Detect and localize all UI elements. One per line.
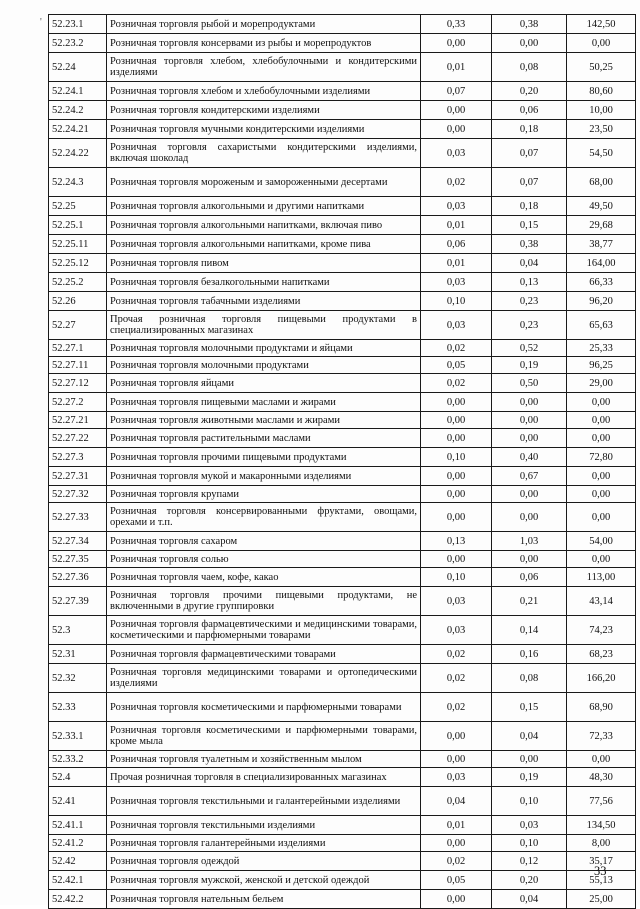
table-row (49, 722, 636, 751)
value-3-cell: 0,00 (567, 467, 636, 486)
value-1-cell: 0,03 (421, 197, 492, 216)
name-cell: Розничная торговля кондитерскими изделиями (107, 101, 421, 120)
table-row (49, 53, 636, 82)
name-cell: Прочая розничная торговля в специализированных магазинах (107, 768, 421, 787)
value-3-cell: 25,33 (567, 340, 636, 357)
value-1-cell: 0,00 (421, 467, 492, 486)
table-row (49, 768, 636, 787)
value-2-cell: 0,10 (492, 787, 567, 816)
value-3-cell: 25,00 (567, 890, 636, 909)
table-row (49, 448, 636, 467)
table-row (49, 852, 636, 871)
value-1-cell: 0,10 (421, 568, 492, 587)
value-2-cell: 0,52 (492, 340, 567, 357)
code-cell: 52.25.11 (49, 235, 107, 254)
value-2-cell: 0,40 (492, 448, 567, 467)
name-cell: Розничная торговля молочными продуктами (107, 357, 421, 374)
name-cell: Розничная торговля одеждой (107, 852, 421, 871)
name-cell: Розничная торговля консервами из рыбы и морепродуктов (107, 34, 421, 53)
margin-mark: ' (40, 17, 42, 28)
table-row (49, 645, 636, 664)
value-3-cell: 35,17 (567, 852, 636, 871)
value-2-cell: 0,19 (492, 357, 567, 374)
value-2-cell: 0,08 (492, 664, 567, 693)
value-1-cell: 0,00 (421, 551, 492, 568)
name-cell: Розничная торговля животными маслами и жирами (107, 412, 421, 429)
value-1-cell: 0,02 (421, 852, 492, 871)
value-3-cell: 96,20 (567, 292, 636, 311)
value-2-cell: 0,00 (492, 393, 567, 412)
value-3-cell: 0,00 (567, 503, 636, 532)
code-cell: 52.31 (49, 645, 107, 664)
value-1-cell: 0,07 (421, 82, 492, 101)
code-cell: 52.25.2 (49, 273, 107, 292)
value-1-cell: 0,01 (421, 53, 492, 82)
code-cell: 52.24.1 (49, 82, 107, 101)
code-cell: 52.27.31 (49, 467, 107, 486)
value-1-cell: 0,10 (421, 292, 492, 311)
value-3-cell: 65,63 (567, 311, 636, 340)
table-row (49, 254, 636, 273)
value-3-cell: 0,00 (567, 486, 636, 503)
code-cell: 52.41.2 (49, 835, 107, 852)
name-cell: Розничная торговля косметическими и парфюмерными товарами (107, 693, 421, 722)
value-1-cell: 0,03 (421, 768, 492, 787)
value-3-cell: 72,33 (567, 722, 636, 751)
value-3-cell: 49,50 (567, 197, 636, 216)
value-1-cell: 0,03 (421, 587, 492, 616)
value-2-cell: 0,00 (492, 34, 567, 53)
value-3-cell: 0,00 (567, 429, 636, 448)
name-cell: Розничная торговля нательным бельем (107, 890, 421, 909)
code-cell: 52.23.2 (49, 34, 107, 53)
value-3-cell: 68,90 (567, 693, 636, 722)
value-3-cell: 38,77 (567, 235, 636, 254)
name-cell: Розничная торговля медицинскими товарами и ортопедическими изделиями (107, 664, 421, 693)
name-cell: Розничная торговля алкогольными и другими напитками (107, 197, 421, 216)
name-cell: Розничная торговля фармацевтическими и медицинскими товарами, косметическими и парфюмерными товарами (107, 616, 421, 645)
code-cell: 52.25.1 (49, 216, 107, 235)
code-cell: 52.25.12 (49, 254, 107, 273)
table-row (49, 532, 636, 551)
value-1-cell: 0,00 (421, 429, 492, 448)
table-row (49, 568, 636, 587)
value-1-cell: 0,00 (421, 486, 492, 503)
value-1-cell: 0,02 (421, 693, 492, 722)
name-cell: Розничная торговля алкогольными напитками, включая пиво (107, 216, 421, 235)
table-row (49, 374, 636, 393)
code-cell: 52.27.2 (49, 393, 107, 412)
name-cell: Прочая розничная торговля пищевыми продуктами в специализированных магазинах (107, 311, 421, 340)
value-1-cell: 0,05 (421, 357, 492, 374)
value-3-cell: 74,23 (567, 616, 636, 645)
value-1-cell: 0,00 (421, 412, 492, 429)
value-1-cell: 0,03 (421, 139, 492, 168)
table-row (49, 340, 636, 357)
name-cell: Розничная торговля хлебом, хлебобулочными и кондитерскими изделиями (107, 53, 421, 82)
code-cell: 52.41 (49, 787, 107, 816)
value-2-cell: 0,38 (492, 235, 567, 254)
name-cell: Розничная торговля прочими пищевыми продуктами (107, 448, 421, 467)
value-2-cell: 0,00 (492, 486, 567, 503)
value-3-cell: 43,14 (567, 587, 636, 616)
table-row (49, 393, 636, 412)
code-cell: 52.24.3 (49, 168, 107, 197)
name-cell: Розничная торговля консервированными фруктами, овощами, орехами и т.п. (107, 503, 421, 532)
table-row (49, 816, 636, 835)
value-2-cell: 0,04 (492, 254, 567, 273)
code-cell: 52.27.34 (49, 532, 107, 551)
value-2-cell: 0,06 (492, 101, 567, 120)
value-2-cell: 0,16 (492, 645, 567, 664)
table-row (49, 467, 636, 486)
value-3-cell: 96,25 (567, 357, 636, 374)
code-cell: 52.23.1 (49, 15, 107, 34)
table-row (49, 751, 636, 768)
table-row (49, 486, 636, 503)
value-3-cell: 72,80 (567, 448, 636, 467)
code-cell: 52.24.22 (49, 139, 107, 168)
name-cell: Розничная торговля рыбой и морепродуктами (107, 15, 421, 34)
name-cell: Розничная торговля алкогольными напитками, кроме пива (107, 235, 421, 254)
value-2-cell: 0,23 (492, 311, 567, 340)
value-2-cell: 0,07 (492, 139, 567, 168)
name-cell: Розничная торговля прочими пищевыми продуктами, не включенными в другие группировки (107, 587, 421, 616)
value-1-cell: 0,03 (421, 616, 492, 645)
value-3-cell: 29,00 (567, 374, 636, 393)
value-2-cell: 0,50 (492, 374, 567, 393)
value-2-cell: 0,18 (492, 197, 567, 216)
code-cell: 52.27.22 (49, 429, 107, 448)
name-cell: Розничная торговля мороженым и замороженными десертами (107, 168, 421, 197)
value-1-cell: 0,00 (421, 835, 492, 852)
value-1-cell: 0,00 (421, 101, 492, 120)
value-2-cell: 0,21 (492, 587, 567, 616)
code-cell: 52.27.21 (49, 412, 107, 429)
value-2-cell: 0,07 (492, 168, 567, 197)
code-cell: 52.27.11 (49, 357, 107, 374)
name-cell: Розничная торговля мучными кондитерскими изделиями (107, 120, 421, 139)
table-row (49, 503, 636, 532)
value-1-cell: 0,01 (421, 216, 492, 235)
value-1-cell: 0,00 (421, 34, 492, 53)
value-2-cell: 0,10 (492, 835, 567, 852)
code-cell: 52.27.3 (49, 448, 107, 467)
table-row (49, 101, 636, 120)
value-1-cell: 0,00 (421, 503, 492, 532)
table-row (49, 168, 636, 197)
value-1-cell: 0,05 (421, 871, 492, 890)
value-3-cell: 10,00 (567, 101, 636, 120)
value-2-cell: 0,04 (492, 890, 567, 909)
value-1-cell: 0,00 (421, 890, 492, 909)
value-3-cell: 68,23 (567, 645, 636, 664)
code-cell: 52.3 (49, 616, 107, 645)
table-row (49, 311, 636, 340)
page-number: 33 (594, 864, 607, 878)
name-cell: Розничная торговля фармацевтическими товарами (107, 645, 421, 664)
name-cell: Розничная торговля яйцами (107, 374, 421, 393)
value-1-cell: 0,00 (421, 722, 492, 751)
value-3-cell: 164,00 (567, 254, 636, 273)
value-1-cell: 0,01 (421, 254, 492, 273)
table-row (49, 835, 636, 852)
table-row (49, 197, 636, 216)
code-cell: 52.32 (49, 664, 107, 693)
name-cell: Розничная торговля сахаристыми кондитерскими изделиями, включая шоколад (107, 139, 421, 168)
table-row (49, 551, 636, 568)
name-cell: Розничная торговля растительными маслами (107, 429, 421, 448)
code-cell: 52.27.36 (49, 568, 107, 587)
name-cell: Розничная торговля пищевыми маслами и жирами (107, 393, 421, 412)
code-cell: 52.42.1 (49, 871, 107, 890)
value-2-cell: 0,67 (492, 467, 567, 486)
table-row (49, 587, 636, 616)
value-3-cell: 54,50 (567, 139, 636, 168)
table-row (49, 412, 636, 429)
value-2-cell: 0,15 (492, 216, 567, 235)
value-1-cell: 0,33 (421, 15, 492, 34)
code-cell: 52.27.32 (49, 486, 107, 503)
value-2-cell: 0,08 (492, 53, 567, 82)
name-cell: Розничная торговля безалкогольными напитками (107, 273, 421, 292)
value-3-cell: 68,00 (567, 168, 636, 197)
value-3-cell: 0,00 (567, 551, 636, 568)
value-3-cell: 48,30 (567, 768, 636, 787)
value-1-cell: 0,02 (421, 340, 492, 357)
value-1-cell: 0,02 (421, 645, 492, 664)
value-2-cell: 0,06 (492, 568, 567, 587)
value-2-cell: 0,03 (492, 816, 567, 835)
value-1-cell: 0,10 (421, 448, 492, 467)
value-3-cell: 0,00 (567, 34, 636, 53)
value-3-cell: 0,00 (567, 412, 636, 429)
code-cell: 52.27 (49, 311, 107, 340)
code-cell: 52.25 (49, 197, 107, 216)
table-row (49, 871, 636, 890)
value-1-cell: 0,13 (421, 532, 492, 551)
table-row (49, 235, 636, 254)
table-row (49, 15, 636, 34)
name-cell: Розничная торговля галантерейными изделиями (107, 835, 421, 852)
table-row (49, 357, 636, 374)
value-2-cell: 0,00 (492, 412, 567, 429)
value-2-cell: 0,00 (492, 751, 567, 768)
value-1-cell: 0,01 (421, 816, 492, 835)
name-cell: Розничная торговля туалетным и хозяйственным мылом (107, 751, 421, 768)
name-cell: Розничная торговля хлебом и хлебобулочными изделиями (107, 82, 421, 101)
table-row (49, 139, 636, 168)
value-3-cell: 142,50 (567, 15, 636, 34)
value-1-cell: 0,00 (421, 393, 492, 412)
code-cell: 52.24 (49, 53, 107, 82)
value-2-cell: 0,38 (492, 15, 567, 34)
table-row (49, 273, 636, 292)
name-cell: Розничная торговля текстильными и галантерейными изделиями (107, 787, 421, 816)
code-cell: 52.33.2 (49, 751, 107, 768)
value-2-cell: 0,20 (492, 82, 567, 101)
value-3-cell: 50,25 (567, 53, 636, 82)
name-cell: Розничная торговля молочными продуктами и яйцами (107, 340, 421, 357)
value-1-cell: 0,03 (421, 311, 492, 340)
name-cell: Розничная торговля сахаром (107, 532, 421, 551)
value-1-cell: 0,04 (421, 787, 492, 816)
value-2-cell: 0,00 (492, 551, 567, 568)
value-3-cell: 77,56 (567, 787, 636, 816)
code-cell: 52.33 (49, 693, 107, 722)
table-row (49, 82, 636, 101)
code-cell: 52.27.1 (49, 340, 107, 357)
table-row (49, 292, 636, 311)
value-3-cell: 29,68 (567, 216, 636, 235)
value-3-cell: 113,00 (567, 568, 636, 587)
value-1-cell: 0,02 (421, 168, 492, 197)
table-body (49, 15, 636, 909)
value-1-cell: 0,00 (421, 120, 492, 139)
value-3-cell: 55,13 (567, 871, 636, 890)
value-3-cell: 54,00 (567, 532, 636, 551)
code-cell: 52.42 (49, 852, 107, 871)
code-cell: 52.24.21 (49, 120, 107, 139)
value-3-cell: 23,50 (567, 120, 636, 139)
value-1-cell: 0,00 (421, 751, 492, 768)
value-2-cell: 0,00 (492, 429, 567, 448)
name-cell: Розничная торговля косметическими и парфюмерными товарами, кроме мыла (107, 722, 421, 751)
name-cell: Розничная торговля табачными изделиями (107, 292, 421, 311)
name-cell: Розничная торговля чаем, кофе, какао (107, 568, 421, 587)
code-cell: 52.26 (49, 292, 107, 311)
code-cell: 52.24.2 (49, 101, 107, 120)
table-row (49, 429, 636, 448)
value-2-cell: 0,12 (492, 852, 567, 871)
value-2-cell: 0,19 (492, 768, 567, 787)
table-row (49, 34, 636, 53)
table-row (49, 120, 636, 139)
code-cell: 52.4 (49, 768, 107, 787)
value-2-cell: 1,03 (492, 532, 567, 551)
value-3-cell: 8,00 (567, 835, 636, 852)
value-3-cell: 66,33 (567, 273, 636, 292)
table-row (49, 890, 636, 909)
value-3-cell: 166,20 (567, 664, 636, 693)
value-2-cell: 0,23 (492, 292, 567, 311)
table-row (49, 693, 636, 722)
code-cell: 52.27.12 (49, 374, 107, 393)
value-3-cell: 0,00 (567, 393, 636, 412)
value-2-cell: 0,15 (492, 693, 567, 722)
code-cell: 52.27.35 (49, 551, 107, 568)
table-row (49, 216, 636, 235)
value-1-cell: 0,06 (421, 235, 492, 254)
retail-activity-table (48, 14, 636, 909)
name-cell: Розничная торговля крупами (107, 486, 421, 503)
value-2-cell: 0,20 (492, 871, 567, 890)
value-2-cell: 0,14 (492, 616, 567, 645)
name-cell: Розничная торговля мужской, женской и детской одеждой (107, 871, 421, 890)
value-3-cell: 0,00 (567, 751, 636, 768)
code-cell: 52.27.39 (49, 587, 107, 616)
value-1-cell: 0,02 (421, 664, 492, 693)
value-2-cell: 0,13 (492, 273, 567, 292)
value-3-cell: 134,50 (567, 816, 636, 835)
code-cell: 52.33.1 (49, 722, 107, 751)
name-cell: Розничная торговля текстильными изделиями (107, 816, 421, 835)
value-1-cell: 0,03 (421, 273, 492, 292)
table-row (49, 664, 636, 693)
name-cell: Розничная торговля мукой и макаронными изделиями (107, 467, 421, 486)
value-2-cell: 0,04 (492, 722, 567, 751)
value-2-cell: 0,18 (492, 120, 567, 139)
table-row (49, 787, 636, 816)
value-3-cell: 80,60 (567, 82, 636, 101)
code-cell: 52.42.2 (49, 890, 107, 909)
code-cell: 52.27.33 (49, 503, 107, 532)
table-row (49, 616, 636, 645)
name-cell: Розничная торговля пивом (107, 254, 421, 273)
value-1-cell: 0,02 (421, 374, 492, 393)
value-2-cell: 0,00 (492, 503, 567, 532)
name-cell: Розничная торговля солью (107, 551, 421, 568)
code-cell: 52.41.1 (49, 816, 107, 835)
